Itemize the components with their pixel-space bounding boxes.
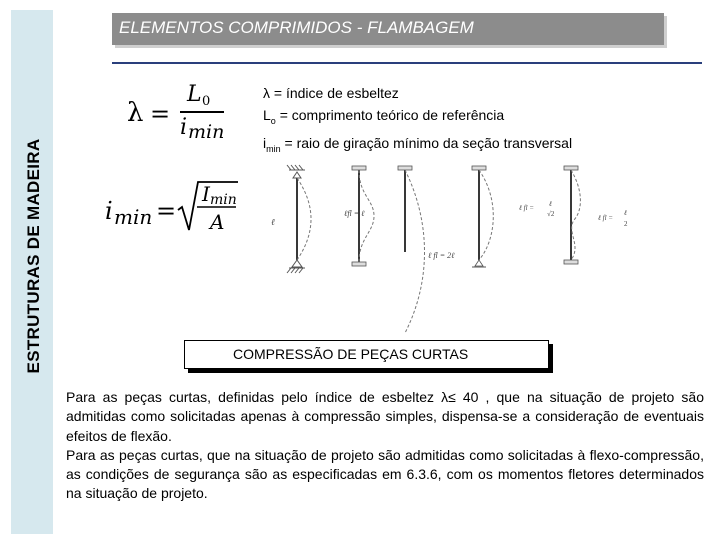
sidebar-band — [11, 10, 53, 534]
body-text — [66, 388, 704, 504]
page-title-box — [112, 13, 664, 45]
denominator-a: A — [210, 210, 225, 234]
paragraph-2: Para as peças curtas, que na situação de projeto são admitidas como solicitadas à flexo-compressão, as condições de segurança são as especificadas em 6.3.6, com os momentos fletores determinados na situação de projeto. — [66, 446, 704, 502]
denominator-i: i — [180, 115, 188, 140]
label-column-4: ℓ fl = — [519, 204, 535, 212]
label-column-2: ℓfl = ℓ — [344, 209, 365, 218]
lambda-glyph: λ — [263, 85, 270, 101]
numerator-sub-2: min — [210, 192, 237, 208]
imin-main: i — [263, 134, 267, 151]
label-column-4-den: √2 — [547, 210, 555, 218]
paragraph-1 — [66, 388, 704, 446]
numerator-l: L — [187, 82, 202, 107]
definition-l0 — [263, 104, 572, 132]
l0-main: L — [263, 107, 271, 123]
definition-imin-text: = raio de giração mínimo da seção transversal — [280, 134, 573, 151]
definition-l0-text: = comprimento teórico de referência — [275, 107, 505, 123]
page-title: ELEMENTOS COMPRIMIDOS - FLAMBAGEM — [119, 18, 474, 37]
column-fixed-guided — [564, 166, 628, 264]
column-pinned-pinned — [271, 165, 311, 273]
definitions-list — [263, 82, 572, 160]
section-heading: COMPRESSÃO DE PEÇAS CURTAS — [233, 346, 469, 362]
definition-lambda-text: = índice de esbeltez — [270, 85, 399, 101]
definition-imin — [263, 132, 572, 160]
label-column-3: ℓ fl = 2ℓ — [428, 251, 455, 260]
label-column-5-den: 2 — [624, 220, 628, 228]
paragraph-1-start: Para as peças curtas, definidas pelo índice de esbeltez — [66, 389, 442, 405]
imin-sub: min — [266, 143, 281, 154]
equals-sign: = — [150, 100, 171, 128]
definition-lambda — [263, 82, 572, 104]
label-column-4-num: ℓ — [549, 200, 552, 208]
lambda-symbol: λ — [127, 98, 144, 128]
paragraph-1-end: , que na situação de projeto são admitidas como solicitadas apenas à compressão simples, dispensa-se a consideração de eventuais efeitos de flexão. — [66, 389, 704, 444]
l0-sub: o — [270, 115, 276, 126]
sidebar-title: ESTRUTURAS DE MADEIRA — [24, 138, 43, 374]
title-divider — [112, 62, 702, 64]
numerator-i: I — [202, 182, 210, 206]
numerator-sub: 0 — [202, 94, 211, 109]
buckling-diagrams — [238, 160, 648, 340]
slenderness-limit: λ≤ 40 — [441, 389, 479, 405]
equals-sign-2: = — [156, 197, 177, 225]
column-fixed-pinned — [472, 166, 555, 267]
fraction-bar — [180, 111, 224, 113]
label-column-5-num: ℓ — [624, 209, 627, 217]
denominator-sub: min — [188, 121, 225, 143]
label-column-1: ℓ — [271, 217, 275, 227]
column-cantilever — [398, 166, 455, 333]
lhs-sub: min — [114, 205, 153, 229]
column-fixed-fixed — [344, 166, 374, 266]
label-column-5: ℓ fl = — [598, 214, 614, 222]
lhs-i: i — [105, 197, 113, 225]
section-heading-box — [184, 340, 549, 369]
